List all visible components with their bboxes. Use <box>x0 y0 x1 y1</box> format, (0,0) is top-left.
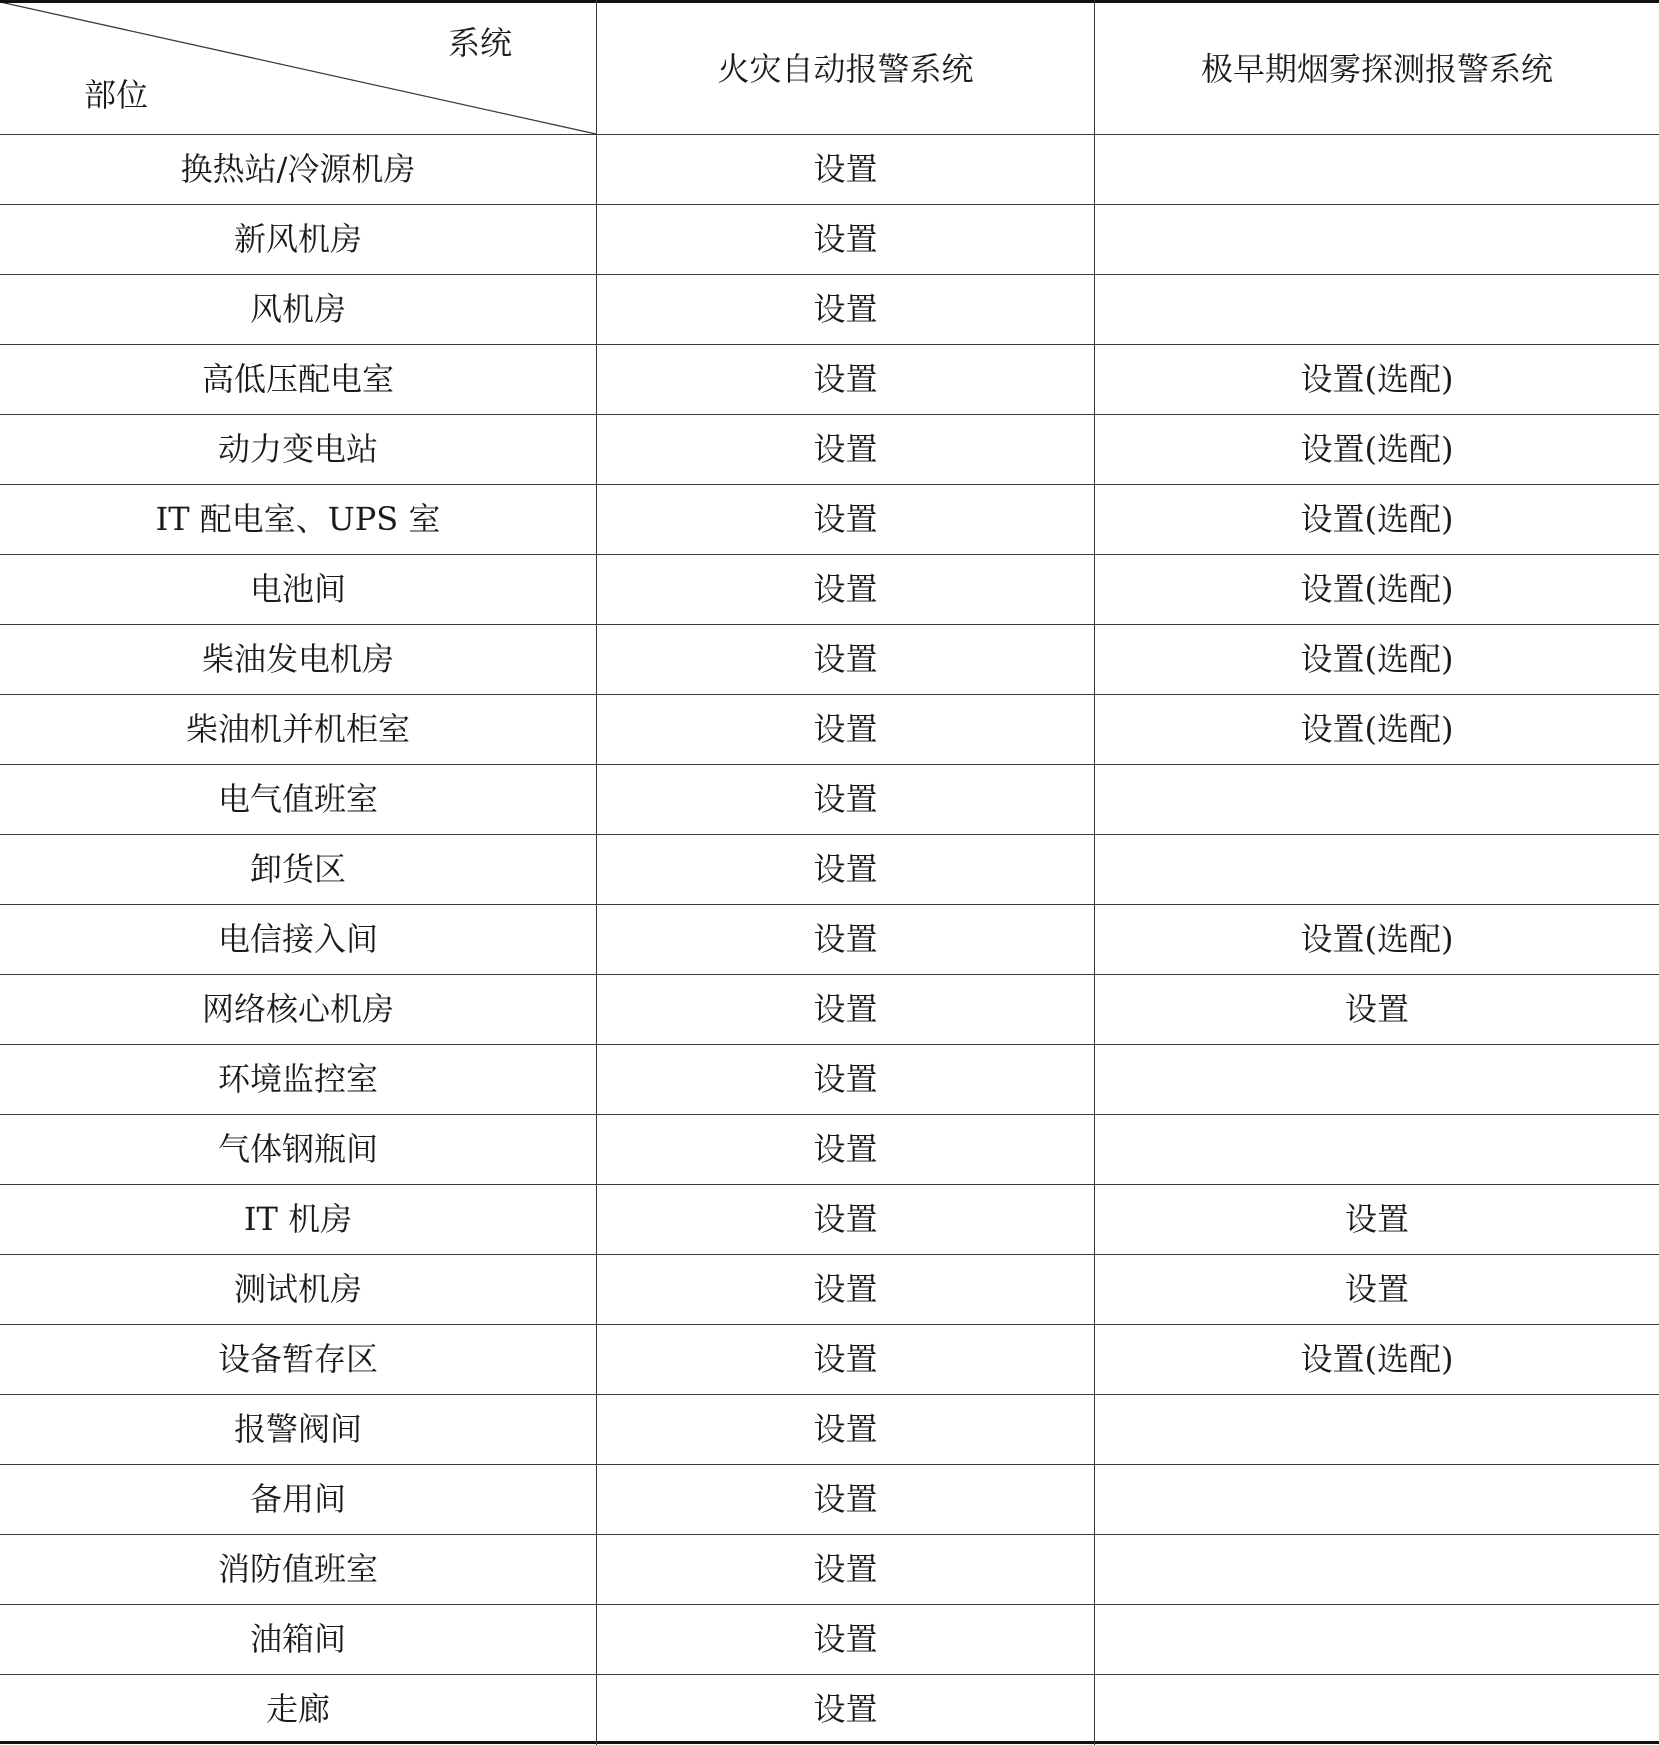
header-diagonal-line <box>0 0 600 140</box>
cell-fire-alarm: 设置 <box>813 710 878 748</box>
cell-fire-alarm: 设置 <box>813 290 878 328</box>
cell-fire-alarm: 设置 <box>813 430 878 468</box>
cell-fire-alarm: 设置 <box>813 920 878 958</box>
cell-vesda: 设置 <box>1344 1200 1409 1238</box>
cell-location: 网络核心机房 <box>201 990 394 1028</box>
cell-fire-alarm: 设置 <box>813 1480 878 1518</box>
row-divider <box>0 1254 1659 1255</box>
row-divider <box>0 414 1659 415</box>
cell-location: 电池间 <box>249 570 346 608</box>
cell-location: 风机房 <box>249 290 346 328</box>
row-divider <box>0 1394 1659 1395</box>
table-row <box>0 1464 1659 1534</box>
cell-fire-alarm: 设置 <box>813 1620 878 1658</box>
row-divider <box>0 1044 1659 1045</box>
cell-fire-alarm: 设置 <box>813 1200 878 1238</box>
cell-fire-alarm: 设置 <box>813 1410 878 1448</box>
table-bottom-border <box>0 1741 1659 1744</box>
cell-location: 电信接入间 <box>217 920 378 958</box>
table-row <box>0 344 1659 414</box>
cell-vesda <box>1095 1394 1659 1464</box>
cell-fire-alarm: 设置 <box>813 640 878 678</box>
cell-location: 报警阀间 <box>233 1410 362 1448</box>
row-divider <box>0 764 1659 765</box>
table-row <box>0 624 1659 694</box>
column-header-fire-alarm: 火灾自动报警系统 <box>717 49 974 88</box>
cell-fire-alarm: 设置 <box>813 1340 878 1378</box>
table-row <box>0 904 1659 974</box>
cell-fire-alarm: 设置 <box>813 1550 878 1588</box>
cell-vesda <box>1095 834 1659 904</box>
table-row <box>0 484 1659 554</box>
cell-location: 气体钢瓶间 <box>217 1130 378 1168</box>
cell-fire-alarm: 设置 <box>813 220 878 258</box>
cell-location: 油箱间 <box>249 1620 346 1658</box>
cell-location: 设备暂存区 <box>217 1340 378 1378</box>
table-row <box>0 1114 1659 1184</box>
table-row <box>0 274 1659 344</box>
table-row <box>0 764 1659 834</box>
row-divider <box>0 344 1659 345</box>
cell-fire-alarm: 设置 <box>813 1270 878 1308</box>
cell-vesda <box>1095 1674 1659 1744</box>
cell-fire-alarm: 设置 <box>813 990 878 1028</box>
cell-vesda: 设置(选配) <box>1300 430 1454 468</box>
cell-location: IT 配电室、UPS 室 <box>155 500 441 538</box>
table-row <box>0 834 1659 904</box>
row-divider <box>0 1464 1659 1465</box>
cell-location: 环境监控室 <box>217 1060 378 1098</box>
table-row <box>0 1324 1659 1394</box>
cell-location: 电气值班室 <box>217 780 378 818</box>
cell-vesda <box>1095 1534 1659 1604</box>
cell-location: 走廊 <box>265 1690 330 1728</box>
cell-fire-alarm: 设置 <box>813 1060 878 1098</box>
corner-header-location: 部位 <box>84 76 149 114</box>
cell-location: 柴油机并机柜室 <box>185 710 410 748</box>
cell-location: 换热站/冷源机房 <box>180 150 416 188</box>
cell-vesda: 设置(选配) <box>1300 500 1454 538</box>
table-row <box>0 1044 1659 1114</box>
table-row <box>0 414 1659 484</box>
column-header-vesda: 极早期烟雾探测报警系统 <box>1200 49 1553 88</box>
cell-fire-alarm: 设置 <box>813 570 878 608</box>
row-divider <box>0 1324 1659 1325</box>
cell-fire-alarm: 设置 <box>813 850 878 888</box>
cell-fire-alarm: 设置 <box>813 150 878 188</box>
row-divider <box>0 1534 1659 1535</box>
cell-vesda <box>1095 1604 1659 1674</box>
cell-location: 测试机房 <box>233 1270 362 1308</box>
table-row <box>0 1604 1659 1674</box>
row-divider <box>0 904 1659 905</box>
cell-vesda <box>1095 274 1659 344</box>
cell-fire-alarm: 设置 <box>813 360 878 398</box>
cell-location: 备用间 <box>249 1480 346 1518</box>
cell-vesda: 设置(选配) <box>1300 570 1454 608</box>
row-divider <box>0 204 1659 205</box>
corner-header-system: 系统 <box>448 24 513 62</box>
table-row <box>0 204 1659 274</box>
row-divider <box>0 1674 1659 1675</box>
table-row <box>0 554 1659 624</box>
cell-location: 新风机房 <box>233 220 362 258</box>
row-divider <box>0 624 1659 625</box>
cell-vesda <box>1095 1114 1659 1184</box>
row-divider <box>0 274 1659 275</box>
cell-fire-alarm: 设置 <box>813 1690 878 1728</box>
row-divider <box>0 694 1659 695</box>
cell-vesda: 设置(选配) <box>1300 1340 1454 1378</box>
row-divider <box>0 1114 1659 1115</box>
cell-location: IT 机房 <box>243 1200 353 1238</box>
table-row <box>0 974 1659 1044</box>
row-divider <box>0 834 1659 835</box>
table-row <box>0 1254 1659 1324</box>
cell-location: 卸货区 <box>249 850 346 888</box>
table-row <box>0 134 1659 204</box>
cell-location: 动力变电站 <box>217 430 378 468</box>
table-row <box>0 1394 1659 1464</box>
cell-location: 柴油发电机房 <box>201 640 394 678</box>
cell-vesda <box>1095 764 1659 834</box>
cell-location: 消防值班室 <box>217 1550 378 1588</box>
cell-vesda <box>1095 1044 1659 1114</box>
table-row <box>0 694 1659 764</box>
cell-fire-alarm: 设置 <box>813 500 878 538</box>
header-bottom-border <box>0 134 1659 135</box>
cell-vesda: 设置(选配) <box>1300 360 1454 398</box>
row-divider <box>0 1604 1659 1605</box>
cell-vesda <box>1095 204 1659 274</box>
cell-fire-alarm: 设置 <box>813 1130 878 1168</box>
cell-vesda <box>1095 134 1659 204</box>
cell-vesda: 设置 <box>1344 990 1409 1028</box>
column-divider <box>596 0 597 1745</box>
row-divider <box>0 484 1659 485</box>
cell-fire-alarm: 设置 <box>813 780 878 818</box>
row-divider <box>0 554 1659 555</box>
row-divider <box>0 974 1659 975</box>
row-divider <box>0 1184 1659 1185</box>
table-row <box>0 1674 1659 1744</box>
cell-vesda: 设置 <box>1344 1270 1409 1308</box>
cell-vesda: 设置(选配) <box>1300 710 1454 748</box>
table-row <box>0 1184 1659 1254</box>
table-row <box>0 1534 1659 1604</box>
cell-vesda: 设置(选配) <box>1300 640 1454 678</box>
cell-vesda <box>1095 1464 1659 1534</box>
table-top-border <box>0 0 1659 3</box>
column-divider <box>1094 0 1095 1745</box>
cell-vesda: 设置(选配) <box>1300 920 1454 958</box>
cell-location: 高低压配电室 <box>201 360 394 398</box>
